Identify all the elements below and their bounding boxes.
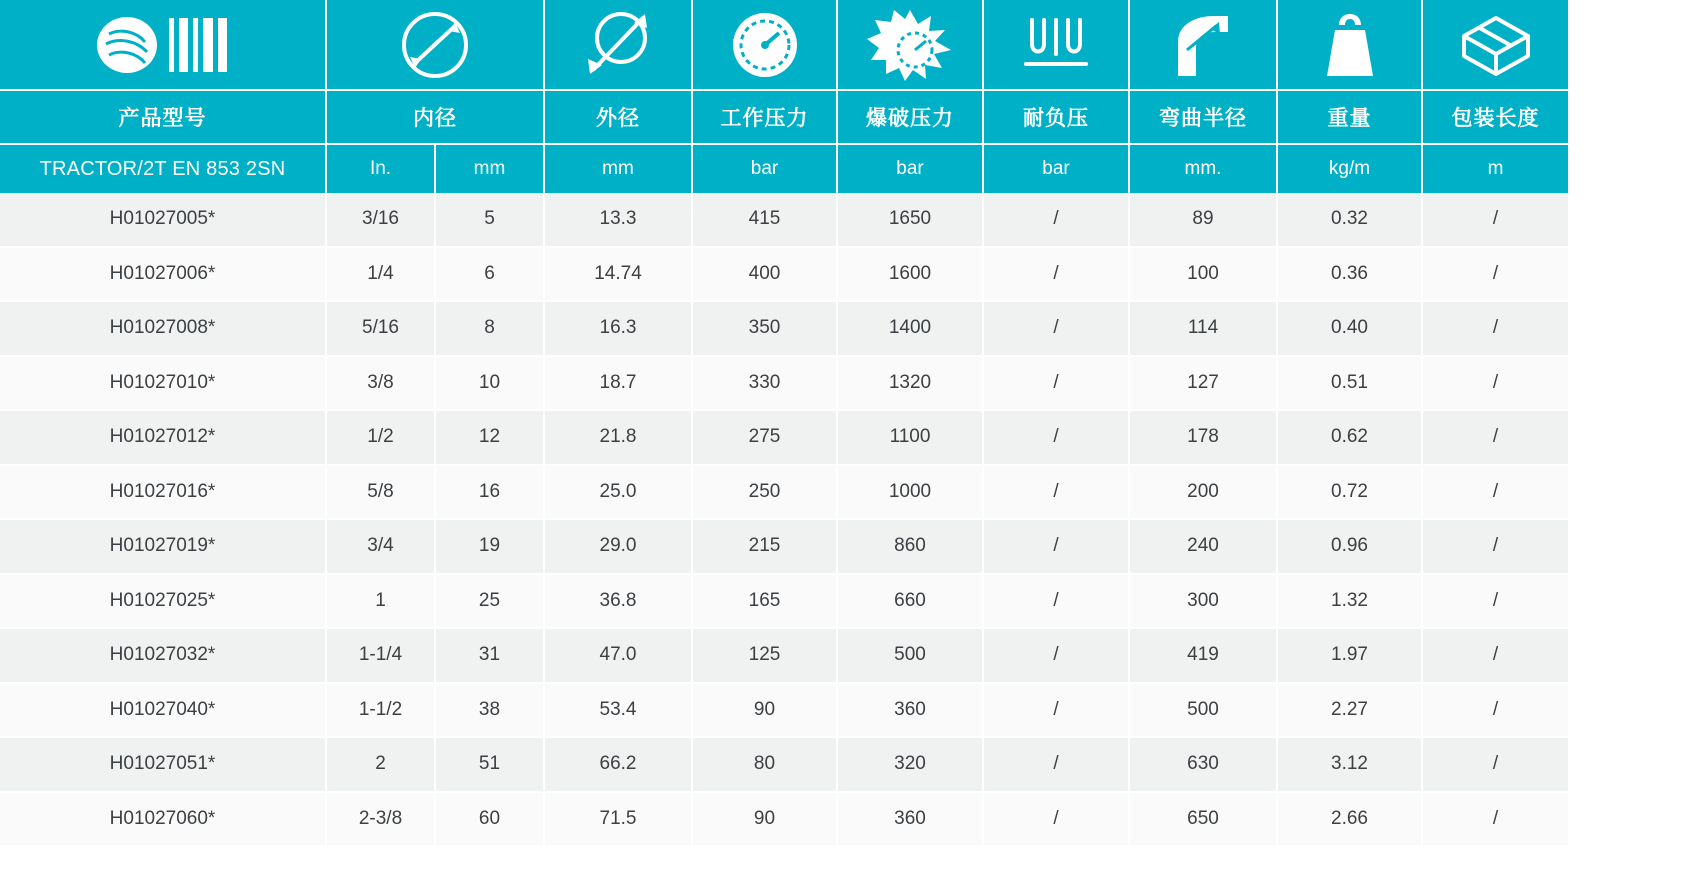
cell-inner-diameter-in: 1-1/4 xyxy=(326,628,435,683)
unit-bend-radius: mm. xyxy=(1129,144,1277,193)
unit-working-pressure: bar xyxy=(692,144,837,193)
cell-inner-diameter-mm: 51 xyxy=(435,737,544,792)
cell-working-pressure: 215 xyxy=(692,519,837,574)
cell-vacuum-resistance: / xyxy=(983,628,1129,683)
cell-inner-diameter-in: 3/8 xyxy=(326,356,435,411)
cell-vacuum-resistance: / xyxy=(983,193,1129,247)
cell-inner-diameter-in: 2 xyxy=(326,737,435,792)
cell-weight: 2.66 xyxy=(1277,792,1422,847)
cell-bend-radius: 419 xyxy=(1129,628,1277,683)
cell-inner-diameter-mm: 12 xyxy=(435,410,544,465)
vacuum-resistance-icon-cell xyxy=(983,0,1129,90)
table-row xyxy=(0,410,1568,465)
table-row xyxy=(0,683,1568,738)
table-body xyxy=(0,193,1568,846)
cell-burst-pressure: 660 xyxy=(837,574,983,629)
cell-inner-diameter-in: 3/4 xyxy=(326,519,435,574)
cell-burst-pressure: 360 xyxy=(837,683,983,738)
table-row xyxy=(0,519,1568,574)
cell-model: H01027006* xyxy=(0,247,326,302)
header-weight: 重量 xyxy=(1277,90,1422,144)
cell-burst-pressure: 1400 xyxy=(837,301,983,356)
cell-inner-diameter-mm: 8 xyxy=(435,301,544,356)
cell-vacuum-resistance: / xyxy=(983,737,1129,792)
working-pressure-gauge-icon-cell xyxy=(692,0,837,90)
table-row xyxy=(0,356,1568,411)
inner-diameter-icon-cell xyxy=(326,0,544,90)
cell-vacuum-resistance: / xyxy=(983,519,1129,574)
cell-vacuum-resistance: / xyxy=(983,410,1129,465)
cell-bend-radius: 89 xyxy=(1129,193,1277,247)
package-length-icon xyxy=(1423,0,1568,89)
table-row xyxy=(0,574,1568,629)
hose-barcode-icon-cell xyxy=(0,0,326,90)
icon-header-row xyxy=(0,0,1568,90)
cell-working-pressure: 400 xyxy=(692,247,837,302)
table-row xyxy=(0,792,1568,847)
bend-radius-icon-cell xyxy=(1129,0,1277,90)
cell-model: H01027012* xyxy=(0,410,326,465)
cell-model: H01027060* xyxy=(0,792,326,847)
cell-working-pressure: 330 xyxy=(692,356,837,411)
cell-inner-diameter-in: 5/16 xyxy=(326,301,435,356)
header-burst-pressure: 爆破压力 xyxy=(837,90,983,144)
cell-weight: 0.32 xyxy=(1277,193,1422,247)
inner-diameter-icon xyxy=(327,0,543,89)
cell-bend-radius: 630 xyxy=(1129,737,1277,792)
cell-inner-diameter-mm: 5 xyxy=(435,193,544,247)
cell-weight: 0.72 xyxy=(1277,465,1422,520)
cell-outer-diameter-mm: 53.4 xyxy=(544,683,692,738)
hose-barcode-icon xyxy=(0,0,325,89)
cell-model: H01027010* xyxy=(0,356,326,411)
cell-outer-diameter-mm: 71.5 xyxy=(544,792,692,847)
cell-package-length: / xyxy=(1422,193,1568,247)
cell-bend-radius: 200 xyxy=(1129,465,1277,520)
table-row xyxy=(0,628,1568,683)
cell-bend-radius: 300 xyxy=(1129,574,1277,629)
cell-working-pressure: 165 xyxy=(692,574,837,629)
cell-inner-diameter-in: 1-1/2 xyxy=(326,683,435,738)
cell-inner-diameter-mm: 60 xyxy=(435,792,544,847)
cell-weight: 0.36 xyxy=(1277,247,1422,302)
cell-weight: 1.32 xyxy=(1277,574,1422,629)
cell-model: H01027008* xyxy=(0,301,326,356)
vacuum-resistance-icon xyxy=(984,0,1128,89)
cell-vacuum-resistance: / xyxy=(983,792,1129,847)
cell-package-length: / xyxy=(1422,519,1568,574)
cell-burst-pressure: 860 xyxy=(837,519,983,574)
cell-package-length: / xyxy=(1422,356,1568,411)
cell-package-length: / xyxy=(1422,737,1568,792)
cell-working-pressure: 275 xyxy=(692,410,837,465)
cell-weight: 0.62 xyxy=(1277,410,1422,465)
cell-package-length: / xyxy=(1422,628,1568,683)
cell-bend-radius: 127 xyxy=(1129,356,1277,411)
cell-working-pressure: 350 xyxy=(692,301,837,356)
cell-burst-pressure: 1650 xyxy=(837,193,983,247)
cell-working-pressure: 125 xyxy=(692,628,837,683)
header-inner-diameter: 内径 xyxy=(326,90,544,144)
cell-model: H01027005* xyxy=(0,193,326,247)
working-pressure-gauge-icon xyxy=(693,0,836,89)
package-length-icon-cell xyxy=(1422,0,1568,90)
cell-bend-radius: 114 xyxy=(1129,301,1277,356)
cell-burst-pressure: 1100 xyxy=(837,410,983,465)
cell-inner-diameter-in: 1/4 xyxy=(326,247,435,302)
unit-model-series: TRACTOR/2T EN 853 2SN xyxy=(0,144,326,193)
outer-diameter-icon-cell xyxy=(544,0,692,90)
burst-pressure-icon xyxy=(838,0,982,89)
column-header-row xyxy=(0,90,1568,144)
outer-diameter-icon xyxy=(545,0,691,89)
header-working-pressure: 工作压力 xyxy=(692,90,837,144)
unit-id-mm: mm xyxy=(435,144,544,193)
header-model: 产品型号 xyxy=(0,90,326,144)
table-row xyxy=(0,193,1568,247)
cell-inner-diameter-in: 1/2 xyxy=(326,410,435,465)
cell-inner-diameter-mm: 16 xyxy=(435,465,544,520)
cell-working-pressure: 80 xyxy=(692,737,837,792)
cell-vacuum-resistance: / xyxy=(983,247,1129,302)
cell-model: H01027040* xyxy=(0,683,326,738)
table-row xyxy=(0,465,1568,520)
cell-inner-diameter-in: 1 xyxy=(326,574,435,629)
header-vacuum-resistance: 耐负压 xyxy=(983,90,1129,144)
cell-working-pressure: 250 xyxy=(692,465,837,520)
cell-bend-radius: 500 xyxy=(1129,683,1277,738)
cell-outer-diameter-mm: 25.0 xyxy=(544,465,692,520)
cell-working-pressure: 90 xyxy=(692,792,837,847)
cell-package-length: / xyxy=(1422,301,1568,356)
cell-package-length: / xyxy=(1422,410,1568,465)
cell-vacuum-resistance: / xyxy=(983,465,1129,520)
table-row xyxy=(0,247,1568,302)
cell-burst-pressure: 360 xyxy=(837,792,983,847)
cell-burst-pressure: 1600 xyxy=(837,247,983,302)
unit-id-in: In. xyxy=(326,144,435,193)
unit-vacuum: bar xyxy=(983,144,1129,193)
cell-burst-pressure: 1000 xyxy=(837,465,983,520)
weight-icon-cell xyxy=(1277,0,1422,90)
cell-vacuum-resistance: / xyxy=(983,574,1129,629)
unit-od-mm: mm xyxy=(544,144,692,193)
cell-working-pressure: 415 xyxy=(692,193,837,247)
header-bend-radius: 弯曲半径 xyxy=(1129,90,1277,144)
unit-burst-pressure: bar xyxy=(837,144,983,193)
cell-bend-radius: 650 xyxy=(1129,792,1277,847)
bend-radius-icon xyxy=(1130,0,1276,89)
unit-weight: kg/m xyxy=(1277,144,1422,193)
cell-weight: 0.96 xyxy=(1277,519,1422,574)
cell-inner-diameter-mm: 25 xyxy=(435,574,544,629)
table-row xyxy=(0,301,1568,356)
cell-inner-diameter-mm: 19 xyxy=(435,519,544,574)
cell-bend-radius: 100 xyxy=(1129,247,1277,302)
cell-vacuum-resistance: / xyxy=(983,301,1129,356)
cell-burst-pressure: 500 xyxy=(837,628,983,683)
cell-package-length: / xyxy=(1422,683,1568,738)
cell-vacuum-resistance: / xyxy=(983,683,1129,738)
header-package-length: 包装长度 xyxy=(1422,90,1568,144)
cell-outer-diameter-mm: 47.0 xyxy=(544,628,692,683)
unit-package-length: m xyxy=(1422,144,1568,193)
cell-model: H01027016* xyxy=(0,465,326,520)
cell-outer-diameter-mm: 16.3 xyxy=(544,301,692,356)
cell-package-length: / xyxy=(1422,792,1568,847)
cell-outer-diameter-mm: 66.2 xyxy=(544,737,692,792)
cell-weight: 2.27 xyxy=(1277,683,1422,738)
cell-inner-diameter-mm: 38 xyxy=(435,683,544,738)
cell-package-length: / xyxy=(1422,247,1568,302)
cell-model: H01027051* xyxy=(0,737,326,792)
table-row xyxy=(0,737,1568,792)
cell-weight: 0.51 xyxy=(1277,356,1422,411)
burst-pressure-icon-cell xyxy=(837,0,983,90)
cell-vacuum-resistance: / xyxy=(983,356,1129,411)
cell-outer-diameter-mm: 36.8 xyxy=(544,574,692,629)
cell-model: H01027032* xyxy=(0,628,326,683)
cell-inner-diameter-in: 3/16 xyxy=(326,193,435,247)
cell-weight: 3.12 xyxy=(1277,737,1422,792)
weight-icon xyxy=(1278,0,1421,89)
header-outer-diameter: 外径 xyxy=(544,90,692,144)
cell-outer-diameter-mm: 21.8 xyxy=(544,410,692,465)
cell-outer-diameter-mm: 18.7 xyxy=(544,356,692,411)
cell-burst-pressure: 1320 xyxy=(837,356,983,411)
units-row xyxy=(0,144,1568,193)
cell-outer-diameter-mm: 14.74 xyxy=(544,247,692,302)
cell-inner-diameter-in: 5/8 xyxy=(326,465,435,520)
cell-model: H01027019* xyxy=(0,519,326,574)
cell-bend-radius: 240 xyxy=(1129,519,1277,574)
cell-inner-diameter-mm: 10 xyxy=(435,356,544,411)
cell-package-length: / xyxy=(1422,574,1568,629)
cell-working-pressure: 90 xyxy=(692,683,837,738)
cell-inner-diameter-mm: 31 xyxy=(435,628,544,683)
cell-inner-diameter-mm: 6 xyxy=(435,247,544,302)
cell-burst-pressure: 320 xyxy=(837,737,983,792)
cell-outer-diameter-mm: 29.0 xyxy=(544,519,692,574)
cell-weight: 1.97 xyxy=(1277,628,1422,683)
cell-bend-radius: 178 xyxy=(1129,410,1277,465)
cell-package-length: / xyxy=(1422,465,1568,520)
cell-model: H01027025* xyxy=(0,574,326,629)
cell-outer-diameter-mm: 13.3 xyxy=(544,193,692,247)
cell-weight: 0.40 xyxy=(1277,301,1422,356)
cell-inner-diameter-in: 2-3/8 xyxy=(326,792,435,847)
